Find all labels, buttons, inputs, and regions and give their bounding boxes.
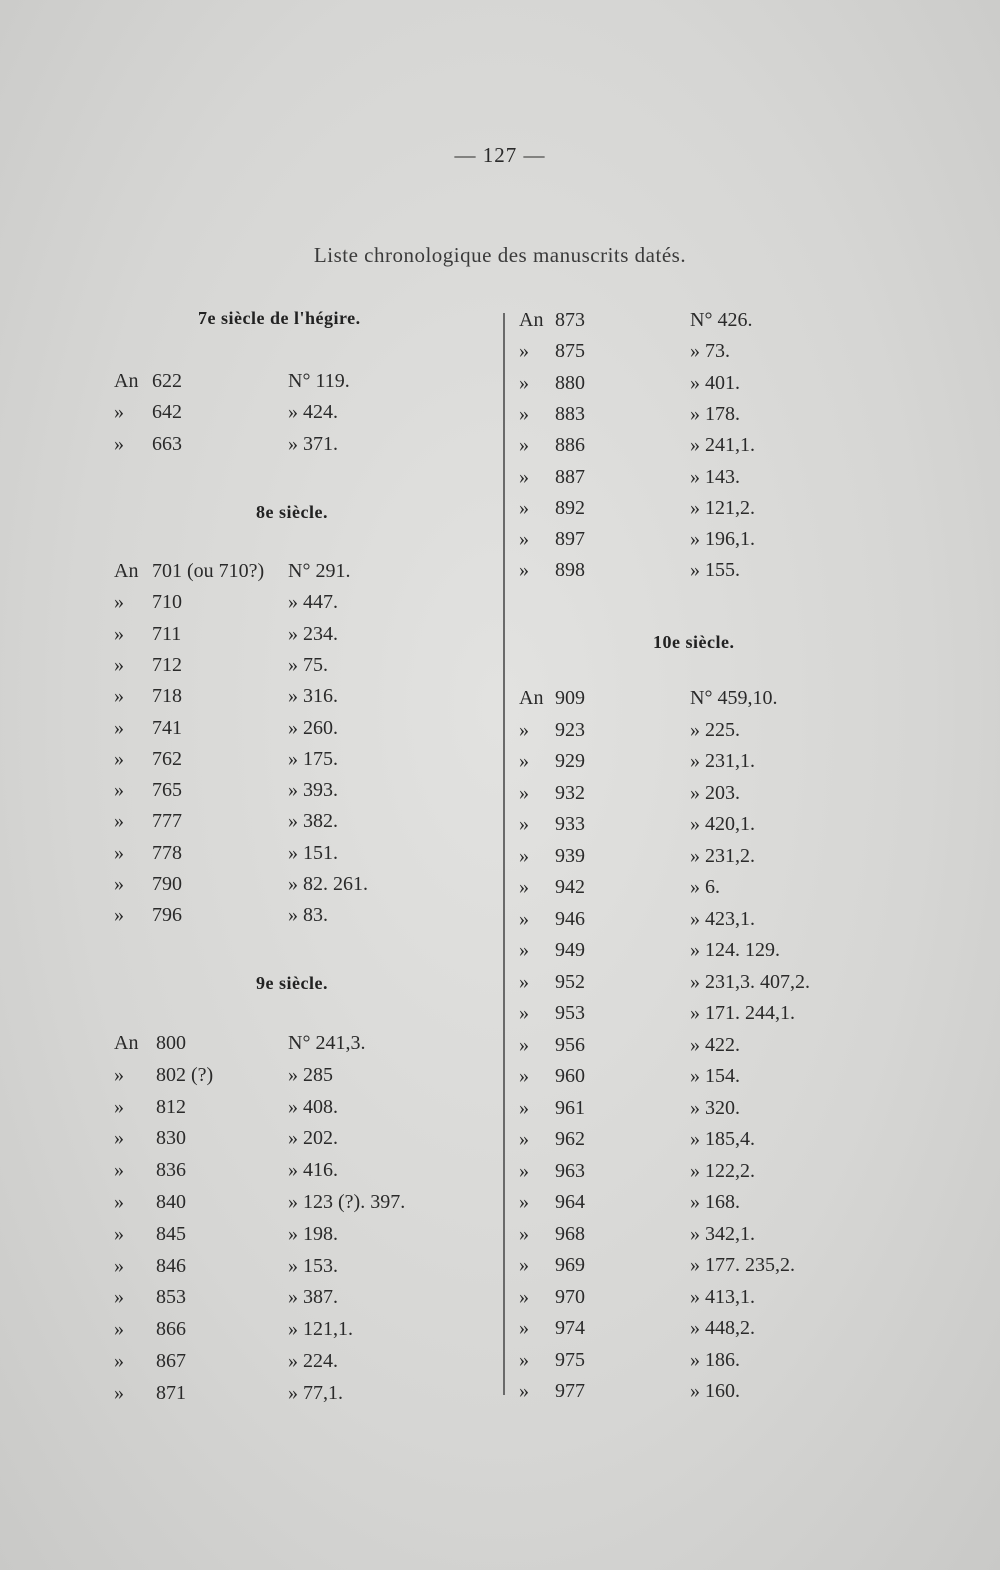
year-value: 892: [555, 496, 585, 519]
year-value: 898: [555, 559, 585, 582]
year-value: 875: [555, 340, 585, 363]
year-value: 956: [555, 1033, 585, 1056]
section-heading: 8e siècle.: [256, 502, 328, 522]
manuscript-number: » 6.: [690, 876, 720, 898]
year-value: 962: [555, 1128, 585, 1150]
year-prefix: »: [519, 1380, 529, 1402]
year-value: 929: [555, 750, 585, 772]
year-prefix: »: [114, 622, 124, 645]
manuscript-number: » 447.: [288, 591, 338, 614]
manuscript-number: » 175.: [288, 747, 338, 770]
year-value: 897: [555, 528, 585, 551]
section-heading: 9e siècle.: [256, 973, 328, 993]
year-prefix: »: [519, 402, 529, 425]
year-value: 765: [152, 779, 182, 802]
column-divider: [503, 313, 505, 1395]
manuscript-number: » 77,1.: [288, 1381, 343, 1404]
manuscript-number: » 448,2.: [690, 1317, 755, 1339]
year-prefix: »: [519, 465, 529, 488]
year-prefix: An: [114, 1032, 139, 1054]
year-value: 741: [152, 716, 182, 739]
year-value: 963: [555, 1159, 585, 1182]
year-value: 932: [555, 781, 585, 804]
year-prefix: »: [519, 1348, 529, 1371]
manuscript-number: » 121,2.: [690, 496, 755, 519]
manuscript-number: » 168.: [690, 1191, 740, 1213]
manuscript-number: N° 459,10.: [690, 687, 778, 709]
year-value: 663: [152, 432, 182, 455]
year-prefix: »: [114, 873, 124, 895]
year-value: 886: [555, 434, 585, 457]
year-prefix: »: [519, 1002, 529, 1024]
manuscript-number: » 342,1.: [690, 1222, 755, 1245]
year-prefix: »: [519, 1317, 529, 1339]
year-prefix: »: [114, 432, 124, 455]
page-title: Liste chronologique des manuscrits datés.: [313, 243, 687, 267]
year-value: 873: [555, 309, 585, 331]
year-value: 778: [152, 841, 182, 864]
manuscript-number: » 185,4.: [690, 1128, 755, 1150]
year-prefix: An: [519, 687, 544, 709]
year-prefix: »: [519, 907, 529, 930]
manuscript-number: » 231,1.: [690, 750, 755, 772]
section-heading: 10e siècle.: [653, 632, 735, 652]
manuscript-number: » 416.: [288, 1159, 338, 1182]
year-prefix: »: [519, 340, 529, 363]
manuscript-number: » 420,1.: [690, 813, 755, 835]
year-prefix: »: [114, 401, 124, 424]
year-value: 946: [555, 907, 585, 930]
year-prefix: »: [519, 1159, 529, 1182]
year-prefix: »: [114, 1254, 124, 1277]
manuscript-number: » 387.: [288, 1286, 338, 1309]
year-value: 952: [555, 970, 585, 993]
manuscript-number: » 234.: [288, 622, 338, 645]
manuscript-number: » 121,1.: [288, 1318, 353, 1341]
manuscript-number: » 225.: [690, 718, 740, 741]
year-value: 964: [555, 1191, 585, 1213]
year-value: 711: [152, 622, 182, 645]
year-prefix: »: [519, 718, 529, 741]
year-value: 866: [156, 1318, 186, 1341]
manuscript-number: » 143.: [690, 465, 740, 488]
year-value: 923: [555, 718, 585, 741]
year-prefix: »: [114, 1063, 124, 1086]
year-prefix: »: [519, 844, 529, 867]
year-prefix: »: [114, 716, 124, 739]
year-prefix: »: [519, 1033, 529, 1056]
manuscript-number: » 285: [288, 1063, 333, 1086]
year-prefix: »: [114, 653, 124, 676]
manuscript-number: » 124. 129.: [690, 939, 780, 961]
manuscript-number: » 177. 235,2.: [690, 1254, 795, 1276]
year-value: 718: [152, 685, 182, 708]
year-value: 968: [555, 1222, 585, 1245]
year-prefix: »: [114, 1381, 124, 1404]
year-prefix: »: [114, 904, 124, 927]
year-prefix: »: [519, 559, 529, 582]
year-value: 802 (?): [156, 1063, 214, 1086]
manuscript-number: » 83.: [288, 904, 328, 927]
manuscript-number: » 241,1.: [690, 434, 755, 457]
manuscript-number: » 393.: [288, 779, 338, 802]
year-value: 712: [152, 653, 182, 676]
year-value: 830: [156, 1127, 186, 1150]
manuscript-number: » 82. 261.: [288, 873, 368, 895]
manuscript-number: » 231,3. 407,2.: [690, 970, 810, 993]
manuscript-number: » 73.: [690, 340, 730, 363]
year-prefix: »: [519, 1222, 529, 1245]
year-value: 845: [156, 1222, 186, 1245]
year-value: 939: [555, 844, 585, 867]
year-value: 867: [156, 1350, 186, 1372]
year-prefix: »: [519, 496, 529, 519]
manuscript-number: » 203.: [690, 781, 740, 804]
manuscript-number: » 424.: [288, 401, 338, 424]
year-value: 790: [152, 873, 182, 895]
year-value: 880: [555, 371, 585, 394]
manuscript-number: » 178.: [690, 402, 740, 425]
year-value: 949: [555, 939, 585, 961]
year-value: 977: [555, 1380, 585, 1402]
year-value: 974: [555, 1317, 585, 1339]
manuscript-number: » 151.: [288, 841, 338, 864]
year-value: 800: [156, 1032, 186, 1054]
year-prefix: An: [114, 560, 139, 582]
year-value: 622: [152, 370, 182, 392]
year-prefix: »: [519, 434, 529, 457]
year-prefix: »: [519, 1128, 529, 1150]
manuscript-number: » 202.: [288, 1127, 338, 1150]
year-value: 970: [555, 1285, 585, 1308]
year-prefix: »: [519, 371, 529, 394]
year-prefix: »: [114, 1127, 124, 1150]
year-value: 853: [156, 1286, 186, 1309]
year-value: 933: [555, 813, 585, 835]
year-prefix: »: [114, 779, 124, 802]
year-prefix: An: [114, 370, 139, 392]
year-value: 701 (ou 710?): [152, 560, 265, 582]
year-prefix: »: [519, 1285, 529, 1308]
year-value: 762: [152, 747, 182, 770]
year-prefix: »: [114, 1318, 124, 1341]
year-value: 909: [555, 687, 585, 709]
year-value: 836: [156, 1159, 186, 1182]
year-prefix: »: [519, 1254, 529, 1276]
manuscript-number: » 320.: [690, 1096, 740, 1119]
section-heading: 7e siècle de l'hégire.: [198, 308, 361, 328]
year-prefix: »: [519, 813, 529, 835]
year-value: 871: [156, 1381, 186, 1404]
year-prefix: An: [519, 309, 544, 331]
year-prefix: »: [114, 810, 124, 833]
year-prefix: »: [114, 747, 124, 770]
year-prefix: »: [114, 1286, 124, 1309]
manuscript-number: » 316.: [288, 685, 338, 708]
year-prefix: »: [519, 528, 529, 551]
year-prefix: »: [114, 841, 124, 864]
year-value: 887: [555, 465, 585, 488]
year-value: 961: [555, 1096, 585, 1119]
manuscript-number: » 422.: [690, 1033, 740, 1056]
manuscript-number: » 413,1.: [690, 1285, 755, 1308]
year-prefix: »: [114, 685, 124, 708]
page-number: — 127 —: [454, 143, 546, 167]
manuscript-number: » 382.: [288, 810, 338, 833]
manuscript-number: » 196,1.: [690, 528, 755, 551]
manuscript-number: » 186.: [690, 1348, 740, 1371]
year-value: 953: [555, 1002, 585, 1024]
manuscript-number: » 122,2.: [690, 1159, 755, 1182]
year-prefix: »: [114, 1222, 124, 1245]
manuscript-number: » 123 (?). 397.: [288, 1191, 406, 1213]
manuscript-number: » 154.: [690, 1065, 740, 1087]
manuscript-number: » 371.: [288, 432, 338, 455]
year-prefix: »: [114, 1191, 124, 1213]
year-value: 777: [152, 810, 182, 833]
year-value: 969: [555, 1254, 585, 1276]
manuscript-number: » 408.: [288, 1095, 338, 1118]
year-value: 883: [555, 402, 585, 425]
year-value: 710: [152, 591, 182, 614]
manuscript-number: N° 119.: [288, 370, 350, 392]
manuscript-number: N° 241,3.: [288, 1032, 366, 1054]
manuscript-number: » 198.: [288, 1222, 338, 1245]
manuscript-number: » 153.: [288, 1254, 338, 1277]
manuscript-number: N° 291.: [288, 560, 351, 582]
year-prefix: »: [519, 1096, 529, 1119]
year-prefix: »: [114, 1350, 124, 1372]
manuscript-number: » 224.: [288, 1350, 338, 1372]
year-value: 960: [555, 1065, 585, 1087]
manuscript-number: N° 426.: [690, 309, 753, 331]
manuscript-number: » 401.: [690, 371, 740, 394]
manuscript-number: » 231,2.: [690, 844, 755, 867]
year-value: 642: [152, 401, 182, 424]
year-prefix: »: [519, 1065, 529, 1087]
year-value: 796: [152, 904, 182, 927]
year-prefix: »: [519, 970, 529, 993]
year-prefix: »: [519, 1191, 529, 1213]
year-value: 840: [156, 1191, 186, 1213]
year-prefix: »: [519, 781, 529, 804]
year-value: 942: [555, 876, 585, 898]
manuscript-number: » 160.: [690, 1380, 740, 1402]
manuscript-number: » 260.: [288, 716, 338, 739]
year-prefix: »: [519, 750, 529, 772]
manuscript-number: » 423,1.: [690, 907, 755, 930]
year-prefix: »: [114, 1095, 124, 1118]
year-prefix: »: [114, 1159, 124, 1182]
manuscript-number: » 155.: [690, 559, 740, 582]
manuscript-number: » 171. 244,1.: [690, 1002, 795, 1024]
year-prefix: »: [519, 939, 529, 961]
year-prefix: »: [114, 591, 124, 614]
year-value: 975: [555, 1348, 585, 1371]
manuscript-number: » 75.: [288, 653, 328, 676]
year-prefix: »: [519, 876, 529, 898]
year-value: 812: [156, 1095, 186, 1118]
year-value: 846: [156, 1254, 186, 1277]
